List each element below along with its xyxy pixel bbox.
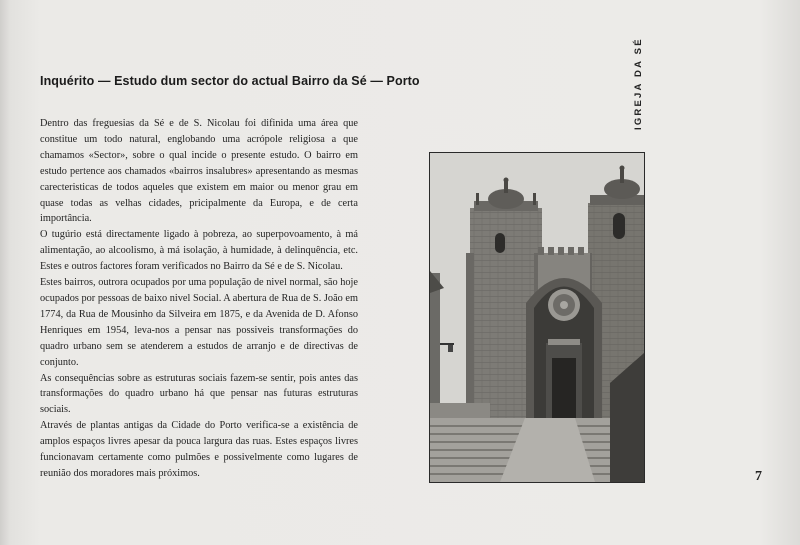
paragraph: Dentro das freguesias da Sé e de S. Nicolau foi difinida uma área que constitue um todo natural, englobando uma acrópole religiosa a que chamamos «Sector», sobre o qual incide o presente estudo. O bairro em estudo pertence aos chamados «bairros insalubres» apresentando as mesmas carecteristicas de todos aqueles que existem em maior ou menor grau em quase todas as velhas cidades, pricipalmente da Europa, e de certa importância.	[40, 118, 358, 225]
paragraph: As consequências sobre as estruturas sociais fazem-se sentir, pois antes das transformações do quadro urbano há que pensar nas futuras estruturas sociais.	[40, 372, 358, 416]
page-title: Inquérito — Estudo dum sector do actual Bairro da Sé — Porto	[40, 74, 420, 88]
body-text	[40, 116, 358, 482]
cathedral-photo	[429, 152, 645, 483]
paragraph: Estes bairros, outrora ocupados por uma população de nivel normal, são hoje ocupados por pessoas de baixo nivel Social. A abertura de Rua de S. João em 1774, da Rua de Mousinho da Silveira em 1875, e da Avenida de D. Afonso Henriques em 1954, leva-nos a pensar nas possiveis transformações do quadro urbano sem se atenderem a estudos de arranjo e de directivas de conjunto.	[40, 277, 358, 368]
paragraph: O tugúrio está directamente ligado à pobreza, ao superpovoamento, à má alimentação, ao alcoolismo, à má isolação, à humidade, à delinquência, etc. Estes e outros factores foram verificados no Bairro da Sé e de S. Nicolau.	[40, 229, 358, 273]
page-number: 7	[755, 469, 762, 484]
side-label: IGREJA DA SÉ	[633, 37, 644, 130]
paragraph: Através de plantas antigas da Cidade do Porto verifica-se a existência de amplos espaços livres apesar da pouca largura das ruas. Estes espaços livres funcionavam certamente como pulmões e possivelmente como lugares de reunião dos moradores mais próximos.	[40, 420, 358, 479]
